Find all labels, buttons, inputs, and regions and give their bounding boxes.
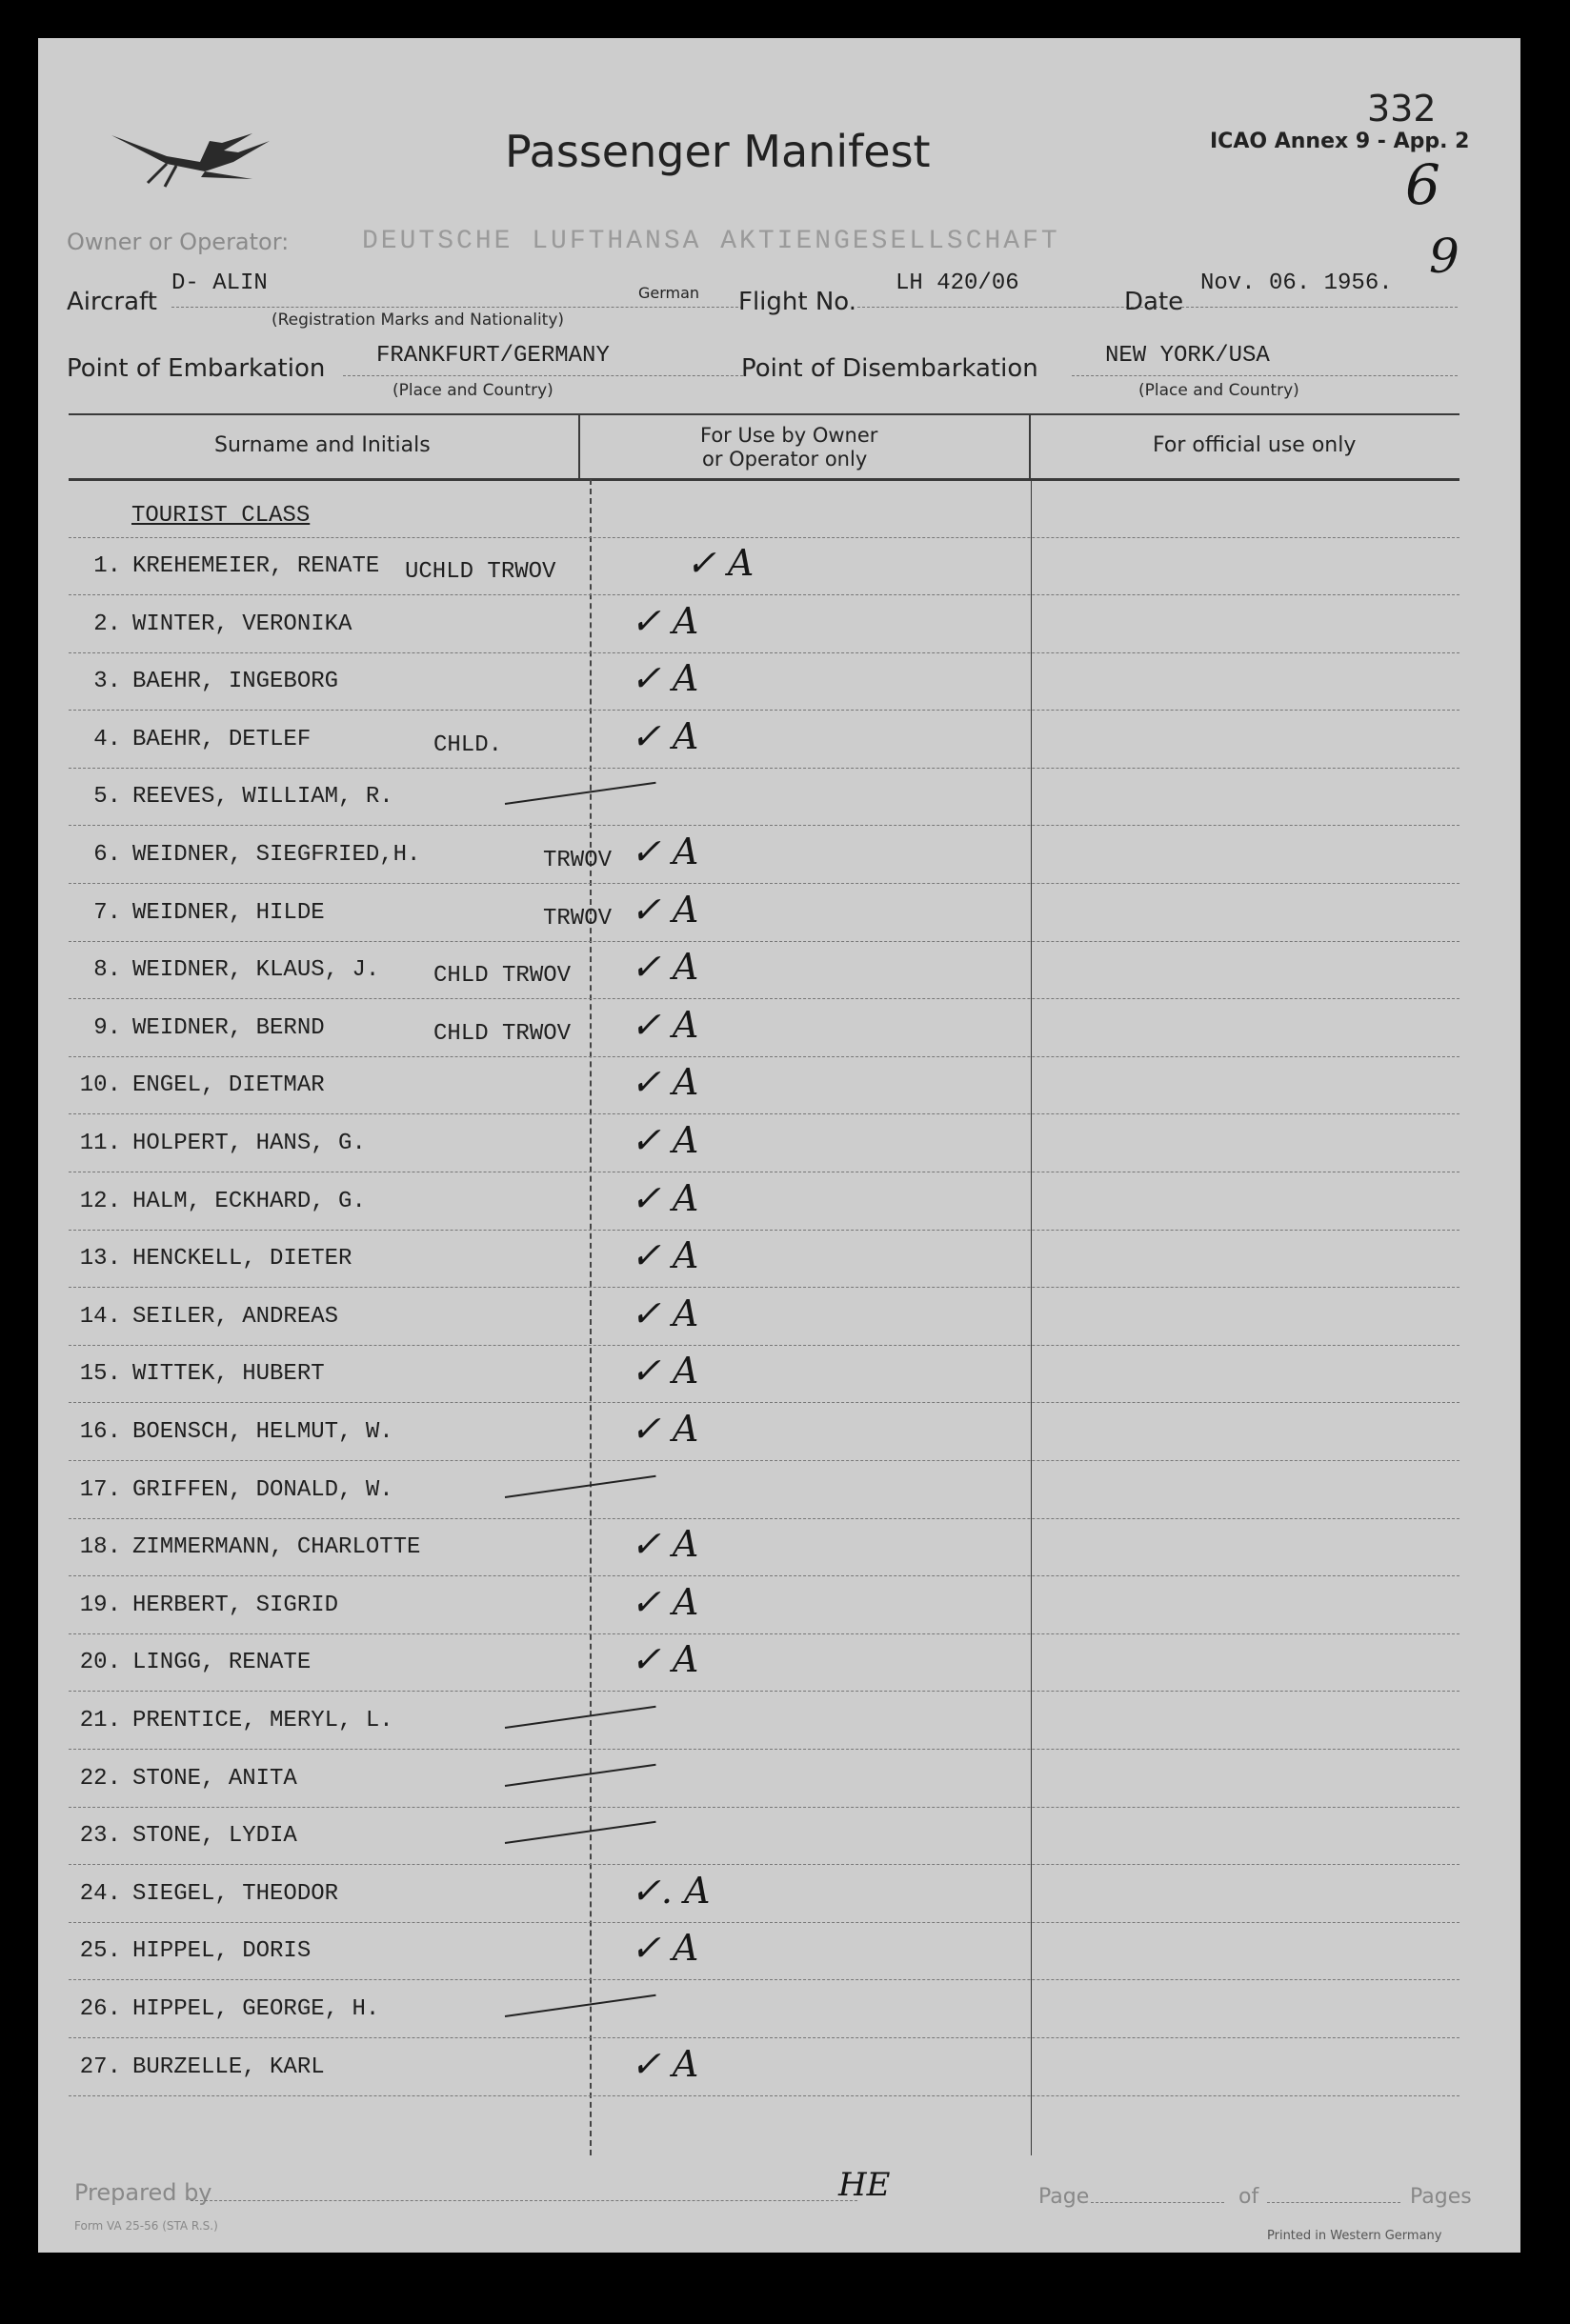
passenger-annotation: UCHLD TRWOV bbox=[405, 559, 556, 585]
passenger-name: WEIDNER, KLAUS, J. bbox=[132, 957, 380, 984]
check-mark: ✓ A bbox=[631, 1408, 699, 1450]
handwritten-mark-9: 9 bbox=[1429, 229, 1459, 284]
passenger-name: WITTEK, HUBERT bbox=[132, 1361, 325, 1388]
passenger-row bbox=[38, 1866, 1520, 1923]
passenger-row bbox=[38, 1751, 1520, 1808]
column-header-official: For official use only bbox=[1153, 433, 1357, 457]
registration-caption: (Registration Marks and Nationality) bbox=[272, 311, 565, 330]
owner-label: Owner or Operator: bbox=[67, 229, 290, 255]
disembarkation-value: NEW YORK/USA bbox=[1105, 343, 1270, 369]
printed-in: Printed in Western Germany bbox=[1267, 2229, 1442, 2243]
passenger-number: 24. bbox=[79, 1880, 121, 1907]
passenger-row bbox=[38, 1346, 1520, 1403]
passenger-number: 16. bbox=[79, 1419, 121, 1445]
passenger-row bbox=[38, 1634, 1520, 1692]
passenger-name: ZIMMERMANN, CHARLOTTE bbox=[132, 1534, 421, 1561]
passenger-row bbox=[38, 711, 1520, 769]
passenger-row bbox=[38, 1808, 1520, 1865]
check-mark: ✓. A bbox=[631, 1869, 711, 1912]
passenger-number: 3. bbox=[93, 669, 121, 695]
form-reference: Form VA 25-56 (STA R.S.) bbox=[74, 2219, 218, 2233]
check-mark: ✓ A bbox=[631, 1350, 699, 1392]
passenger-row bbox=[38, 885, 1520, 942]
pages-label: Pages bbox=[1410, 2185, 1472, 2209]
column-header-operator-line1: For Use by Owner bbox=[700, 424, 878, 447]
passenger-number: 20. bbox=[79, 1650, 121, 1676]
check-mark: ✓ A bbox=[631, 1580, 699, 1623]
check-mark: ✓ A bbox=[631, 714, 699, 757]
passenger-row bbox=[38, 1519, 1520, 1576]
column-header-operator-line2: or Operator only bbox=[702, 448, 868, 471]
passenger-row bbox=[38, 596, 1520, 653]
check-mark: ✓ A bbox=[631, 1927, 699, 1970]
passenger-annotation: CHLD TRWOV bbox=[433, 963, 572, 990]
lufthansa-crane-logo bbox=[110, 124, 272, 200]
passenger-name: GRIFFEN, DONALD, W. bbox=[132, 1476, 393, 1503]
passenger-name: HIPPEL, GEORGE, H. bbox=[132, 1996, 380, 2022]
page-label: Page bbox=[1038, 2185, 1090, 2209]
passenger-row bbox=[38, 1000, 1520, 1057]
passenger-row bbox=[38, 827, 1520, 884]
passenger-name: REEVES, WILLIAM, R. bbox=[132, 784, 393, 811]
check-mark: ✓ A bbox=[631, 599, 699, 642]
passenger-name: BAEHR, INGEBORG bbox=[132, 669, 339, 695]
passenger-number: 21. bbox=[79, 1708, 121, 1733]
preparer-initials: HE bbox=[838, 2166, 891, 2204]
passenger-row bbox=[38, 1289, 1520, 1346]
check-mark: ✓ A bbox=[631, 1234, 699, 1277]
passenger-row bbox=[38, 1404, 1520, 1461]
passenger-name: HERBERT, SIGRID bbox=[132, 1592, 339, 1618]
strike-line bbox=[505, 1706, 656, 1729]
strike-line bbox=[505, 1474, 656, 1497]
column-header-surname: Surname and Initials bbox=[214, 433, 431, 457]
passenger-number: 6. bbox=[93, 842, 121, 868]
passenger-number: 22. bbox=[79, 1765, 121, 1792]
passenger-annotation: CHLD. bbox=[433, 731, 503, 758]
passenger-number: 7. bbox=[93, 899, 121, 926]
passenger-annotation: TRWOV bbox=[543, 848, 613, 873]
strike-line bbox=[505, 1994, 656, 2017]
passenger-row bbox=[38, 1923, 1520, 1980]
passenger-row bbox=[38, 1115, 1520, 1172]
passenger-row bbox=[38, 1577, 1520, 1634]
passenger-row bbox=[38, 1231, 1520, 1288]
embarkation-value: FRANKFURT/GERMANY bbox=[376, 343, 610, 369]
strike-line bbox=[505, 1763, 656, 1786]
passenger-number: 26. bbox=[79, 1996, 121, 2022]
passenger-annotation: CHLD TRWOV bbox=[433, 1020, 572, 1047]
check-mark: ✓ A bbox=[631, 1003, 699, 1046]
passenger-name: SEILER, ANDREAS bbox=[132, 1303, 339, 1330]
passenger-number: 14. bbox=[79, 1303, 121, 1330]
passenger-row bbox=[38, 1462, 1520, 1519]
passenger-number: 12. bbox=[79, 1188, 121, 1214]
check-mark: ✓ A bbox=[686, 542, 755, 584]
passenger-name: BOENSCH, HELMUT, W. bbox=[132, 1419, 393, 1445]
section-label-tourist-class: TOURIST CLASS bbox=[131, 503, 311, 529]
passenger-name: HOLPERT, HANS, G. bbox=[132, 1131, 366, 1156]
passenger-name: HALM, ECKHARD, G. bbox=[132, 1188, 366, 1214]
date-label: Date bbox=[1124, 288, 1184, 316]
passenger-row bbox=[38, 942, 1520, 999]
passenger-row bbox=[38, 1981, 1520, 2038]
disembarkation-caption: (Place and Country) bbox=[1138, 381, 1299, 400]
disembarkation-label: Point of Disembarkation bbox=[741, 354, 1038, 383]
passenger-number: 5. bbox=[93, 784, 121, 811]
aircraft-registration: D- ALIN bbox=[171, 270, 268, 296]
passenger-number: 11. bbox=[79, 1131, 121, 1156]
of-label: of bbox=[1238, 2185, 1259, 2209]
check-mark: ✓ A bbox=[631, 1061, 699, 1104]
passenger-number: 17. bbox=[79, 1476, 121, 1503]
passenger-number: 23. bbox=[79, 1823, 121, 1850]
flight-number: LH 420/06 bbox=[896, 270, 1019, 296]
passenger-number: 27. bbox=[79, 2054, 121, 2080]
passenger-row bbox=[38, 2039, 1520, 2096]
passenger-name: WINTER, VERONIKA bbox=[132, 611, 352, 637]
passenger-number: 4. bbox=[93, 726, 121, 752]
passenger-row bbox=[38, 538, 1520, 595]
passenger-number: 8. bbox=[93, 957, 121, 984]
passenger-number: 9. bbox=[93, 1014, 121, 1041]
page-number: 332 bbox=[1367, 88, 1437, 130]
passenger-row bbox=[38, 653, 1520, 711]
check-mark: ✓ A bbox=[631, 2042, 699, 2085]
row-separator bbox=[69, 2095, 1459, 2096]
passenger-name: KREHEMEIER, RENATE bbox=[132, 553, 380, 579]
manifest-sheet bbox=[38, 38, 1520, 2253]
document-title: Passenger Manifest bbox=[505, 126, 931, 177]
passenger-name: WEIDNER, BERND bbox=[132, 1014, 325, 1041]
date-value: Nov. 06. 1956. bbox=[1200, 270, 1393, 296]
passenger-number: 25. bbox=[79, 1938, 121, 1965]
strike-line bbox=[505, 782, 656, 805]
passenger-number: 13. bbox=[79, 1246, 121, 1272]
strike-line bbox=[505, 1821, 656, 1844]
flight-label: Flight No. bbox=[738, 288, 857, 316]
check-mark: ✓ A bbox=[631, 831, 699, 872]
passenger-row bbox=[38, 769, 1520, 826]
passenger-number: 19. bbox=[79, 1592, 121, 1618]
passenger-name: BURZELLE, KARL bbox=[132, 2054, 325, 2080]
passenger-name: ENGEL, DIETMAR bbox=[132, 1072, 325, 1099]
check-mark: ✓ A bbox=[631, 1292, 699, 1334]
passenger-name: PRENTICE, MERYL, L. bbox=[132, 1708, 393, 1733]
passenger-row bbox=[38, 1173, 1520, 1231]
passenger-name: WEIDNER, HILDE bbox=[132, 899, 325, 926]
embarkation-caption: (Place and Country) bbox=[392, 381, 554, 400]
passenger-number: 1. bbox=[93, 553, 121, 579]
icao-reference: ICAO Annex 9 - App. 2 bbox=[1210, 130, 1470, 153]
check-mark: ✓ A bbox=[631, 1176, 699, 1219]
embarkation-label: Point of Embarkation bbox=[67, 354, 326, 383]
passenger-name: WEIDNER, SIEGFRIED,H. bbox=[132, 842, 421, 868]
prepared-by-label: Prepared by bbox=[74, 2179, 212, 2206]
passenger-row bbox=[38, 1693, 1520, 1750]
passenger-number: 2. bbox=[93, 611, 121, 637]
check-mark: ✓ A bbox=[631, 1638, 699, 1681]
check-mark: ✓ A bbox=[631, 657, 699, 700]
passenger-row bbox=[38, 1057, 1520, 1114]
passenger-number: 18. bbox=[79, 1534, 121, 1561]
passenger-number: 10. bbox=[79, 1072, 121, 1099]
passenger-name: LINGG, RENATE bbox=[132, 1650, 312, 1676]
passenger-name: STONE, LYDIA bbox=[132, 1823, 297, 1850]
passenger-name: STONE, ANITA bbox=[132, 1765, 297, 1792]
passenger-name: HIPPEL, DORIS bbox=[132, 1938, 312, 1965]
aircraft-nationality: German bbox=[638, 284, 700, 302]
check-mark: ✓ A bbox=[631, 888, 699, 931]
handwritten-mark-6: 6 bbox=[1405, 152, 1440, 217]
passenger-name: HENCKELL, DIETER bbox=[132, 1246, 352, 1272]
aircraft-label: Aircraft bbox=[67, 288, 157, 316]
check-mark: ✓ A bbox=[631, 946, 699, 989]
owner-value: DEUTSCHE LUFTHANSA AKTIENGESELLSCHAFT bbox=[362, 227, 1060, 256]
passenger-name: BAEHR, DETLEF bbox=[132, 726, 312, 752]
passenger-name: SIEGEL, THEODOR bbox=[132, 1880, 339, 1907]
passenger-annotation: TRWOV bbox=[543, 905, 613, 932]
check-mark: ✓ A bbox=[631, 1523, 699, 1566]
passenger-number: 15. bbox=[79, 1361, 121, 1388]
check-mark: ✓ A bbox=[631, 1119, 699, 1161]
